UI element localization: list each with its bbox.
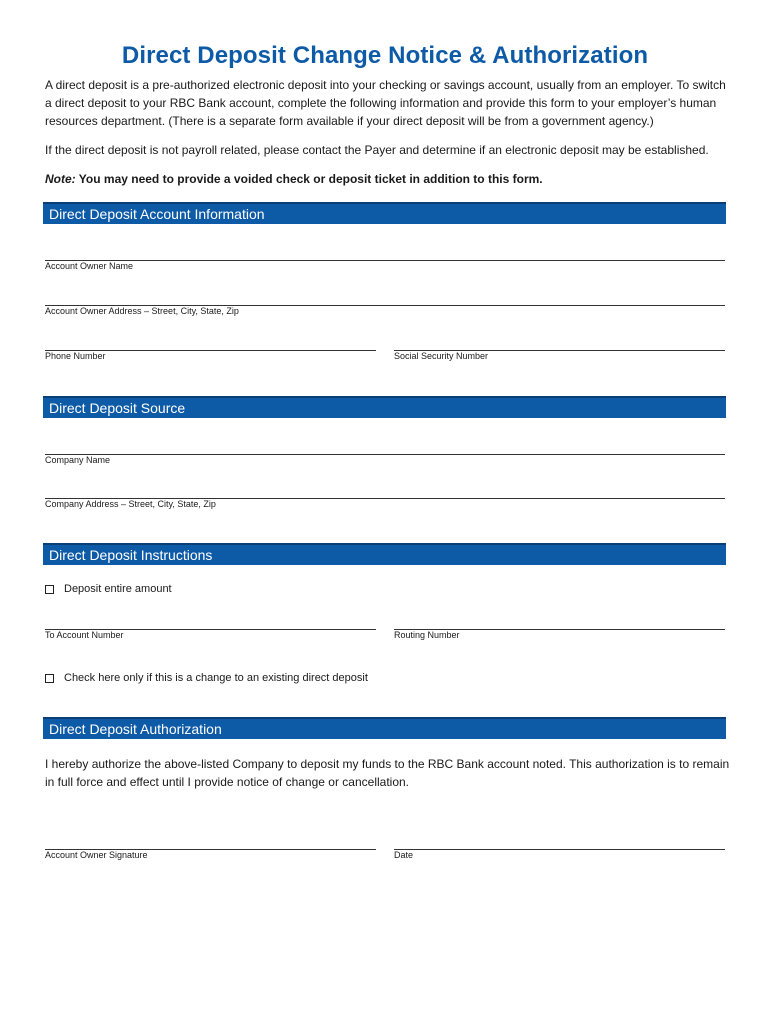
section-title: Direct Deposit Authorization [49, 721, 222, 737]
section-title: Direct Deposit Instructions [49, 547, 213, 563]
section-title: Direct Deposit Source [49, 400, 186, 416]
account-owner-name-label: Account Owner Name [45, 261, 134, 271]
routing-number-label: Routing Number [394, 630, 460, 640]
to-account-number-label: To Account Number [45, 630, 124, 640]
signature-label: Account Owner Signature [45, 850, 148, 860]
deposit-entire-label: Deposit entire amount [64, 583, 172, 595]
company-name-field[interactable] [45, 454, 725, 455]
account-owner-name-field[interactable] [45, 260, 725, 261]
section-header-instructions [43, 543, 726, 565]
change-existing-label: Check here only if this is a change to an existing direct deposit [64, 672, 368, 684]
section-header-authorization [43, 717, 726, 739]
note-paragraph [45, 170, 735, 188]
deposit-entire-checkbox[interactable] [45, 585, 54, 594]
intro-paragraph: A direct deposit is a pre-authorized electronic deposit into your checking or savings account, usually from an employer. To switch a direct deposit to your RBC Bank account, complete the following information and provide this form to your employer’s human resources department. (There is a separate form available if your direct deposit will be from a government agency.) [45, 78, 726, 128]
authorization-text: I hereby authorize the above-listed Company to deposit my funds to the RBC Bank account noted. This authorization is to remain in full force and effect until I provide notice of change or cancellation. [45, 757, 730, 789]
note-text: You may need to provide a voided check or deposit ticket in addition to this form. [75, 172, 543, 186]
note-label: Note: [45, 172, 76, 186]
company-name-label: Company Name [45, 455, 111, 465]
ssn-label: Social Security Number [394, 351, 489, 361]
date-label: Date [394, 850, 414, 860]
change-existing-checkbox[interactable] [45, 674, 54, 683]
section-title: Direct Deposit Account Information [49, 206, 265, 222]
company-address-label: Company Address – Street, City, State, Zip [45, 499, 216, 509]
section-header-account-info [43, 202, 726, 224]
payer-paragraph: If the direct deposit is not payroll related, please contact the Payer and determine if an electronic deposit may be established. [45, 143, 709, 157]
account-owner-address-label: Account Owner Address – Street, City, State, Zip [45, 306, 239, 316]
form-title: Direct Deposit Change Notice & Authorization [121, 42, 649, 69]
phone-number-label: Phone Number [45, 351, 106, 361]
date-field[interactable] [394, 849, 725, 850]
section-header-source [43, 396, 726, 418]
